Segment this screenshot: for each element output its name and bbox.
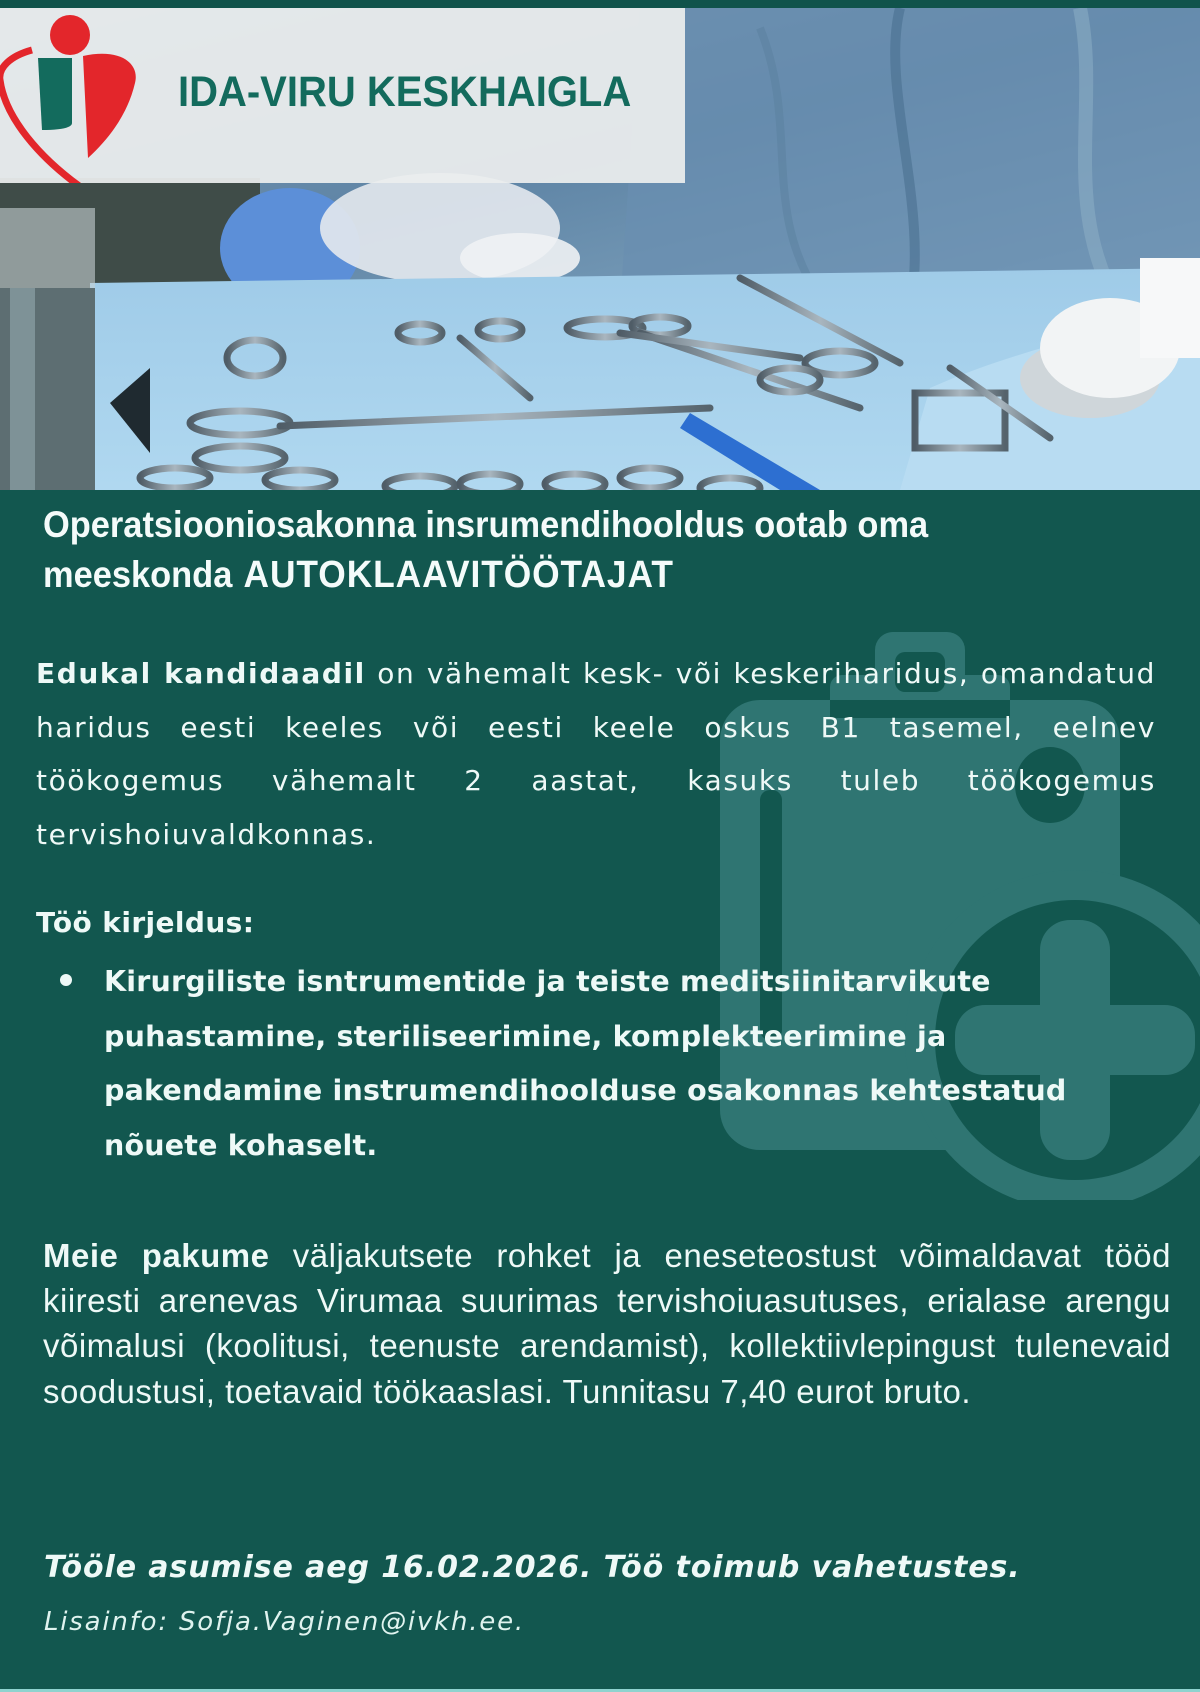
start-date-info: Tööle asumise aeg 16.02.2026. Töö toimub vahetustes. [44, 1550, 1021, 1585]
job-duty-text: Kirurgiliste isntrumentide ja teiste meditsiinitarvikute puhastamine, steriliseerimine, komplekteerimine ja pakendamine instrumendihoolduse osakonnas kehtestatud nõuete kohaselt. [104, 965, 1067, 1162]
contact-email[interactable]: Lisainfo: Sofja.Vaginen@ivkh.ee. [44, 1607, 525, 1637]
top-stripe [0, 0, 1200, 8]
job-description-title: Töö kirjeldus: [36, 906, 255, 939]
offer-paragraph [43, 1233, 1171, 1414]
headline-line-1: Operatsiooniosakonna insrumendihooldus ootab oma [43, 504, 929, 545]
list-item [0, 955, 1200, 1173]
offer-text: väljakutsete rohket ja eneseteostust võimaldavat tööd kiiresti arenevas Virumaa suurimas tervishoiuasutuses, erialase arengu võimalusi (koolitusi, teenuste arendamist), kollektiivlepingust tulenevaid soodustusi, toetavaid töökaaslasi. Tunnitasu 7,40 eurot bruto. [43, 1237, 1172, 1410]
bullet-icon [60, 974, 72, 986]
hospital-logo-icon [0, 8, 150, 183]
headline-line-2 [43, 550, 1094, 600]
position-title: AUTOKLAAVITÖÖTAJAT [243, 554, 674, 596]
requirements-lead: Edukal kandidaadil [36, 657, 366, 690]
requirements-paragraph [36, 647, 1156, 861]
logo-text: IDA-VIRU KESKHAIGLA [178, 68, 632, 116]
logo-panel [0, 8, 685, 183]
offer-lead: Meie pakume [43, 1237, 270, 1274]
headline [43, 500, 1094, 600]
requirements-text: on vähemalt kesk- või keskeriharidus, omandatud haridus eesti keeles või eesti keele oskus B1 tasemel, eelnev töökogemus vähemalt 2 aastat, kasuks tuleb töökogemus tervishoiuvaldkonnas. [36, 657, 1156, 851]
headline-prefix: meeskonda [43, 554, 233, 595]
job-description-list [0, 955, 1200, 1173]
